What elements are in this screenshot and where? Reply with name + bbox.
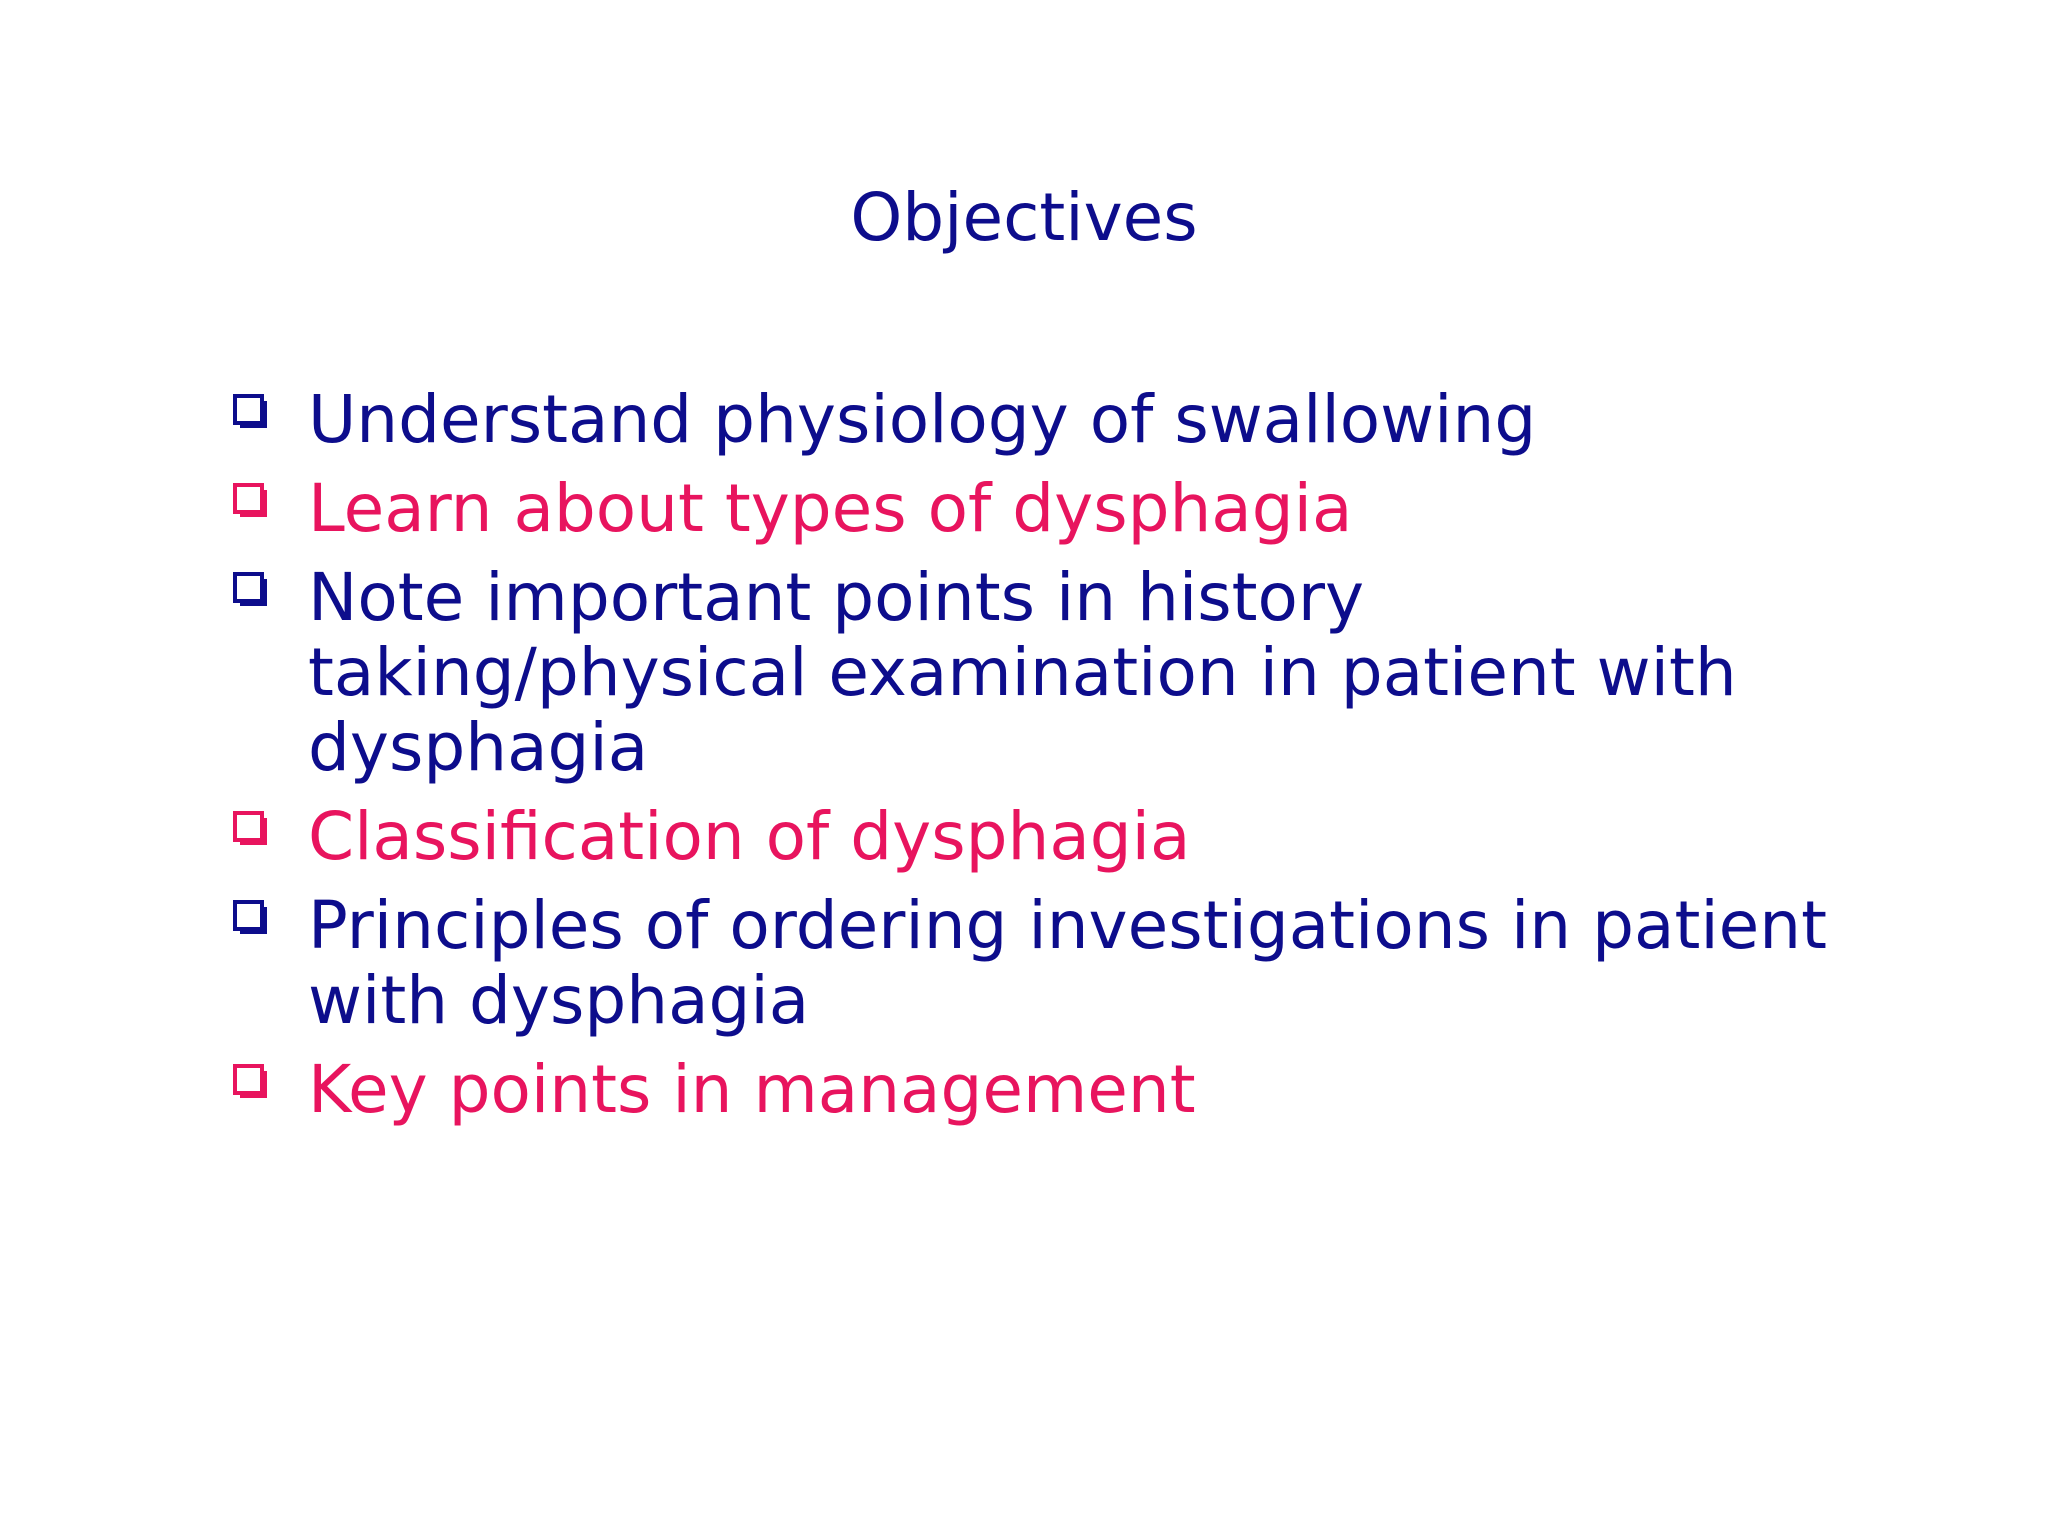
- list-item: [228, 560, 1868, 785]
- list-item-text: Principles of ordering investigations in patient with dysphagia: [308, 887, 1827, 1039]
- checkbox-square-icon: [233, 900, 269, 936]
- objectives-list: [228, 382, 1868, 1141]
- list-item: [228, 471, 1868, 546]
- checkbox-square-icon: [233, 1064, 269, 1100]
- list-item-text: Key points in management: [308, 1051, 1196, 1128]
- list-item-text: Note important points in history taking/physical examination in patient with dysphagia: [308, 559, 1737, 786]
- checkbox-square-icon: [233, 394, 269, 430]
- list-item: [228, 382, 1868, 457]
- list-item-text: Classification of dysphagia: [308, 798, 1191, 875]
- checkbox-square-icon: [233, 572, 269, 608]
- list-item: [228, 799, 1868, 874]
- list-item-text: Learn about types of dysphagia: [308, 470, 1353, 547]
- list-item: [228, 1052, 1868, 1127]
- slide-title: Objectives: [850, 179, 1198, 256]
- list-item-text: Understand physiology of swallowing: [308, 381, 1537, 458]
- list-item: [228, 888, 1868, 1038]
- checkbox-square-icon: [233, 811, 269, 847]
- checkbox-square-icon: [233, 483, 269, 519]
